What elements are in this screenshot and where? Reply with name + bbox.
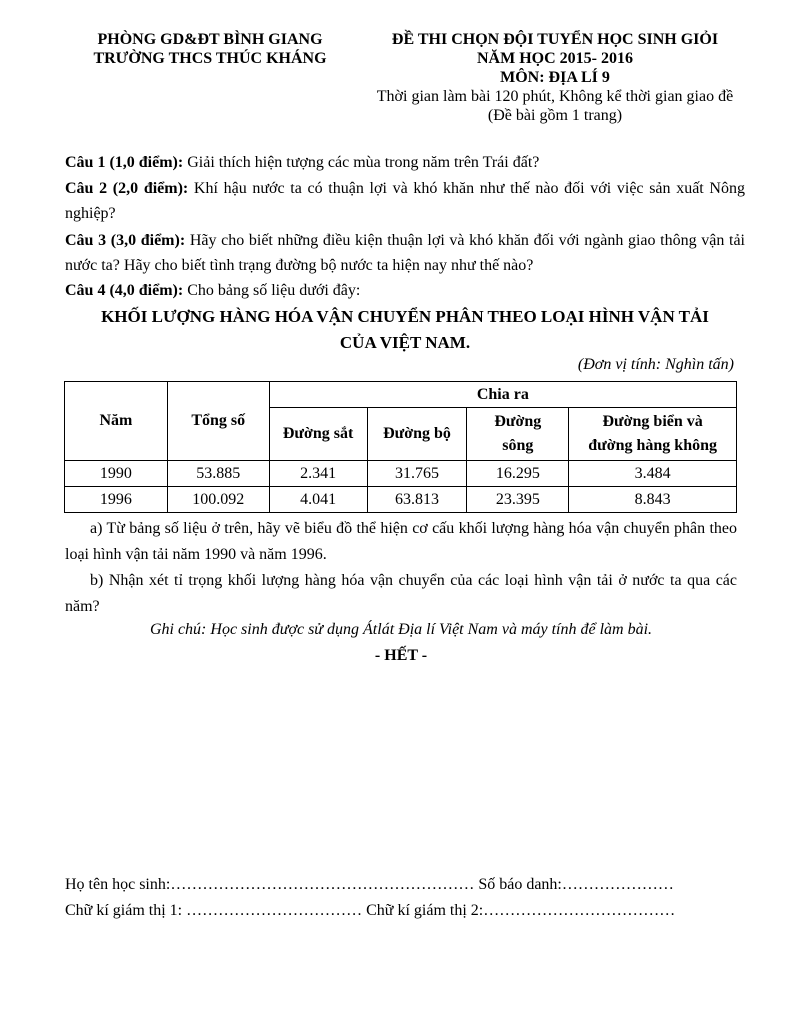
table-cell-total: 100.092 (167, 487, 269, 513)
col-header-river-line-1: Đường (494, 413, 542, 430)
col-header-breakdown: Chia ra (269, 382, 736, 408)
question-2 (65, 176, 745, 226)
school-name: TRƯỜNG THCS THÚC KHÁNG (93, 50, 327, 67)
table-cell-river: 23.395 (467, 487, 569, 513)
unit-note: (Đơn vị tính: Nghìn tấn) (577, 356, 734, 373)
school-header (70, 30, 350, 68)
time-limit: Thời gian làm bài 120 phút, Không kể thời gian giao đề (376, 88, 734, 105)
col-header-river (467, 408, 569, 461)
col-header-rail: Đường sắt (269, 408, 367, 461)
part-b: b) Nhận xét tỉ trọng khối lượng hàng hóa vận chuyển của các loại hình vận tải ở nước ta qua các năm? (65, 572, 737, 615)
freight-table (64, 381, 737, 513)
table-cell-year: 1996 (65, 487, 168, 513)
col-header-river-line-2: sông (502, 437, 534, 454)
col-header-sea-air-line-1: Đường biển và (602, 413, 703, 430)
col-header-road: Đường bộ (367, 408, 467, 461)
table-title-line-2: CỦA VIỆT NAM. (339, 333, 471, 352)
table-cell-rail: 4.041 (269, 487, 367, 513)
col-header-total: Tổng số (167, 382, 269, 461)
student-info-line: Họ tên học sinh:………………………………………………… Số báo danh:………………… (65, 876, 674, 893)
exam-header (350, 30, 760, 125)
proctor-signature-line: Chữ kí giám thị 1: …………………………… Chữ kí giám thị 2:……………………………… (65, 902, 676, 919)
question-1-text: Giải thích hiện tượng các mùa trong năm trên Trái đất? (183, 154, 540, 171)
page-count: (Đề bài gồm 1 trang) (487, 107, 623, 124)
question-3 (65, 228, 745, 278)
table-cell-total: 53.885 (167, 461, 269, 487)
question-3-text: Hãy cho biết những điều kiện thuận lợi và khó khăn đối với ngành giao thông vận tải nước ta? Hãy cho biết tình trạng đường bộ nước ta hiện nay như thế nào? (65, 232, 746, 274)
question-4 (65, 278, 745, 303)
question-4-label: Câu 4 (4,0 điểm): (65, 282, 184, 299)
school-year: NĂM HỌC 2015- 2016 (477, 50, 633, 67)
question-1 (65, 150, 745, 175)
exam-title: ĐỀ THI CHỌN ĐỘI TUYỂN HỌC SINH GIỎI (391, 31, 719, 48)
part-a: a) Từ bảng số liệu ở trên, hãy vẽ biểu đồ thể hiện cơ cấu khối lượng hàng hóa vận chuyển phân theo loại hình vận tải năm 1990 và năm 1996. (65, 520, 737, 563)
question-1-label: Câu 1 (1,0 điểm): (65, 154, 184, 171)
exam-note: Ghi chú: Học sinh được sử dụng Átlát Địa lí Việt Nam và máy tính để làm bài. (149, 621, 653, 638)
table-cell-road: 63.813 (367, 487, 467, 513)
subject: MÔN: ĐỊA LÍ 9 (500, 69, 610, 86)
col-header-sea-air (569, 408, 737, 461)
table-title-line-1: KHỐI LƯỢNG HÀNG HÓA VẬN CHUYỂN PHÂN THEO LOẠI HÌNH VẬN TẢI (101, 307, 709, 326)
table-cell-rail: 2.341 (269, 461, 367, 487)
table-cell-road: 31.765 (367, 461, 467, 487)
table-header-row (65, 382, 737, 408)
question-2-text: Khí hậu nước ta có thuận lợi và khó khăn như thế nào đối với việc sản xuất Nông nghiệp? (65, 180, 745, 222)
question-3-label: Câu 3 (3,0 điểm): (65, 232, 186, 249)
table-cell-sea-air: 3.484 (569, 461, 737, 487)
question-4-text: Cho bảng số liệu dưới đây: (183, 282, 361, 299)
table-cell-sea-air: 8.843 (569, 487, 737, 513)
col-header-year: Năm (65, 382, 168, 461)
department-name: PHÒNG GD&ĐT BÌNH GIANG (97, 31, 323, 48)
table-row (65, 461, 737, 487)
end-mark: - HẾT - (374, 647, 428, 664)
table-cell-year: 1990 (65, 461, 168, 487)
table-cell-river: 16.295 (467, 461, 569, 487)
table-row (65, 487, 737, 513)
question-2-label: Câu 2 (2,0 điểm): (65, 180, 189, 197)
col-header-sea-air-line-2: đường hàng không (588, 437, 717, 454)
